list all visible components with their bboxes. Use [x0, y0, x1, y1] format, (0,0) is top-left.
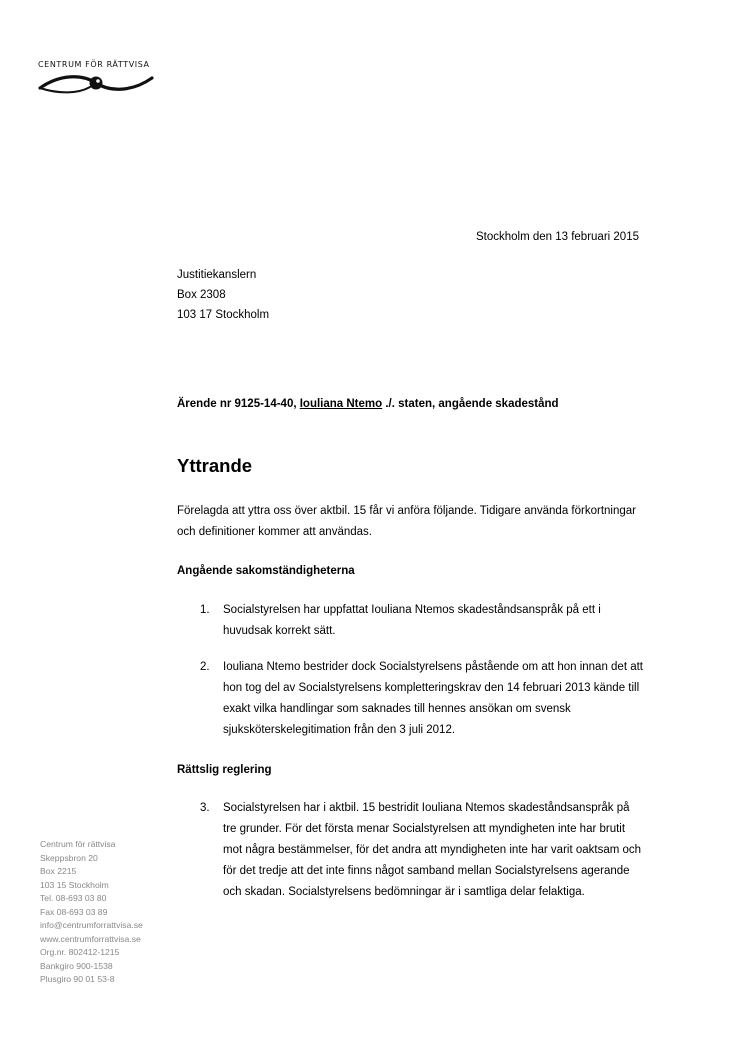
paragraph-text: Iouliana Ntemo bestrider dock Socialstyrelsens påstående om att hon innan det att hon tog del av Socialstyrelsens kompletteringskrav den 14 februari 2013 kände till exakt vilka handlingar som saknades till hennes ansökan om svensk sjuksköterskelegitimation från den 3 juli 2012.: [223, 661, 643, 736]
footer-line: info@centrumforrattvisa.se: [40, 920, 143, 930]
footer-line: Centrum för rättvisa: [40, 839, 116, 849]
footer-line: 103 15 Stockholm: [40, 879, 109, 890]
logo-text: CENTRUM FÖR RÄTTVISA: [38, 60, 150, 69]
subject-prefix: Ärende nr 9125-14-40,: [177, 398, 300, 410]
subject-party-name: Iouliana Ntemo: [299, 398, 383, 410]
subject-suffix: ./. staten, angående skadestånd: [382, 398, 559, 410]
eye-emblem-icon: [38, 72, 154, 94]
address-line: 103 17 Stockholm: [177, 309, 270, 321]
intro-paragraph: Förelagda att yttra oss över aktbil. 15 får vi anföra följande. Tidigare använda förkortningar och definitioner kommer att användas.: [177, 505, 636, 538]
sender-contact-footer: [40, 838, 143, 987]
section-heading-legal: Rättslig reglering: [177, 764, 272, 776]
footer-line: Skeppsbron 20: [40, 852, 98, 863]
footer-line: Fax 08-693 03 89: [40, 906, 108, 917]
section-heading-facts: Angående sakomständigheterna: [177, 565, 355, 577]
recipient-address: [177, 265, 269, 325]
paragraph-text: Socialstyrelsen har uppfattat Iouliana Ntemos skadeståndsanspråk på ett i huvudsak korrekt sätt.: [223, 604, 601, 637]
numbered-paragraph: [200, 657, 645, 741]
footer-line: Tel. 08-693 03 80: [40, 893, 107, 903]
case-subject-line: [177, 398, 559, 410]
document-heading: Yttrande: [177, 455, 253, 476]
paragraph-text: Socialstyrelsen har i aktbil. 15 bestridit Iouliana Ntemos skadeståndsanspråk på tre grunder. För det första menar Socialstyrelsen att myndigheten inte har brutit mot några bestämmelser, för det andra att myndigheten inte har varit oaktsam och för det tredje att det inte finns något samband mellan Socialstyrelsens agerande och skadan. Socialstyrelsens bedömningar är i samtliga delar felaktiga.: [223, 802, 642, 898]
footer-line: www.centrumforrattvisa.se: [40, 933, 141, 944]
footer-line: Box 2215: [40, 866, 77, 876]
paragraph-number: 2.: [200, 661, 210, 673]
numbered-paragraph: [200, 600, 645, 642]
footer-line: Org.nr. 802412-1215: [40, 947, 120, 957]
paragraph-number: 3.: [200, 802, 210, 814]
letter-date: Stockholm den 13 februari 2015: [475, 231, 639, 243]
organization-logo: [38, 60, 168, 94]
footer-line: Plusgiro 90 01 53-8: [40, 974, 115, 984]
numbered-paragraph: [200, 798, 645, 903]
address-line: Box 2308: [177, 289, 226, 301]
footer-line: Bankgiro 900-1538: [40, 960, 113, 971]
address-line: Justitiekanslern: [177, 269, 257, 281]
paragraph-number: 1.: [200, 604, 210, 616]
